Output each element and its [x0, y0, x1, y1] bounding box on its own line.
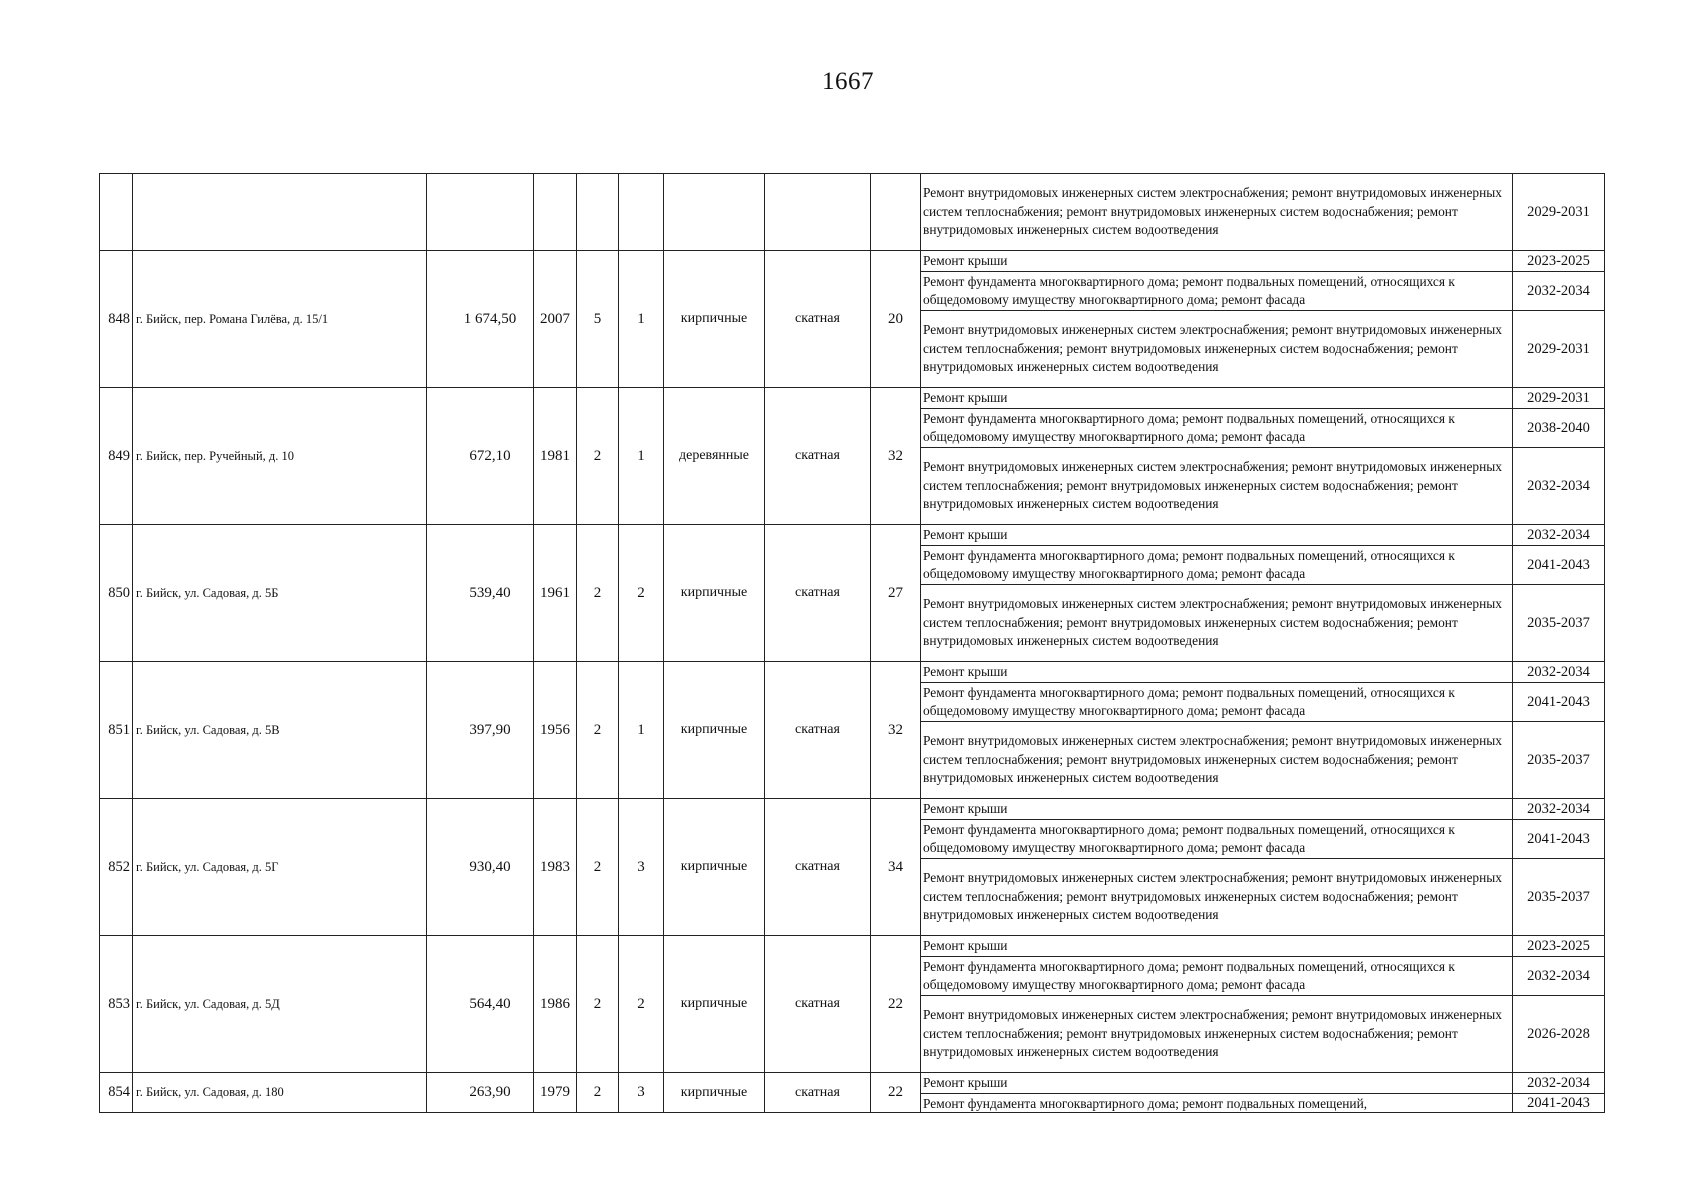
- floors: 2: [577, 662, 619, 799]
- work-period: 2029-2031: [1513, 174, 1605, 251]
- work-text: Ремонт фундамента многоквартирного дома; ремонт подвальных помещений,: [923, 1095, 1368, 1111]
- wall-material: кирпичные: [664, 251, 765, 388]
- entrances: 2: [619, 936, 664, 1073]
- work-description: [921, 722, 1513, 799]
- work-description: [921, 662, 1513, 683]
- work-period: 2032-2034: [1513, 799, 1605, 820]
- work-period: 2026-2028: [1513, 996, 1605, 1073]
- work-description: [921, 251, 1513, 272]
- table-body: [100, 174, 1605, 1113]
- work-description: [921, 311, 1513, 388]
- table-row: [100, 525, 1605, 546]
- page-number: 1667: [822, 68, 874, 95]
- table-row: [100, 251, 1605, 272]
- work-text: Ремонт фундамента многоквартирного дома; ремонт подвальных помещений, относящихся к общедомовому имуществу многоквартирного дома; ремонт фасада: [923, 547, 1455, 581]
- work-text: Ремонт крыши: [923, 800, 1008, 816]
- total-area: 397,90: [427, 662, 534, 799]
- floors: 2: [577, 799, 619, 936]
- empty-cell: [100, 174, 133, 251]
- work-description: [921, 174, 1513, 251]
- work-text: Ремонт крыши: [923, 1074, 1008, 1090]
- total-area: 1 674,50: [427, 251, 534, 388]
- build-year: 1983: [534, 799, 577, 936]
- floors: 5: [577, 251, 619, 388]
- roof-type: скатная: [765, 936, 871, 1073]
- table-row: [100, 799, 1605, 820]
- service-life: 20: [871, 251, 921, 388]
- work-period: 2032-2034: [1513, 957, 1605, 996]
- address: г. Бийск, ул. Садовая, д. 5Д: [133, 936, 427, 1073]
- row-number: 854: [100, 1073, 133, 1113]
- work-description: [921, 448, 1513, 525]
- address: г. Бийск, пер. Романа Гилёва, д. 15/1: [133, 251, 427, 388]
- row-number: 851: [100, 662, 133, 799]
- service-life: 32: [871, 662, 921, 799]
- roof-type: скатная: [765, 799, 871, 936]
- work-text: Ремонт крыши: [923, 937, 1008, 953]
- empty-cell: [871, 174, 921, 251]
- work-text: Ремонт фундамента многоквартирного дома; ремонт подвальных помещений, относящихся к общедомовому имуществу многоквартирного дома; ремонт фасада: [923, 684, 1455, 718]
- work-description: [921, 585, 1513, 662]
- work-text: Ремонт фундамента многоквартирного дома; ремонт подвальных помещений, относящихся к общедомовому имуществу многоквартирного дома; ремонт фасада: [923, 410, 1455, 444]
- empty-cell: [619, 174, 664, 251]
- work-description: [921, 820, 1513, 859]
- row-number: 853: [100, 936, 133, 1073]
- roof-type: скатная: [765, 1073, 871, 1113]
- work-description: [921, 799, 1513, 820]
- entrances: 1: [619, 662, 664, 799]
- table-row: [100, 1073, 1605, 1094]
- wall-material: кирпичные: [664, 936, 765, 1073]
- entrances: 1: [619, 251, 664, 388]
- floors: 2: [577, 1073, 619, 1113]
- roof-type: скатная: [765, 388, 871, 525]
- work-description: [921, 1073, 1513, 1094]
- row-number: 850: [100, 525, 133, 662]
- work-description: [921, 409, 1513, 448]
- entrances: 3: [619, 1073, 664, 1113]
- wall-material: кирпичные: [664, 1073, 765, 1113]
- roof-type: скатная: [765, 525, 871, 662]
- row-number: 849: [100, 388, 133, 525]
- work-period: 2035-2037: [1513, 859, 1605, 936]
- roof-type: скатная: [765, 251, 871, 388]
- floors: 2: [577, 525, 619, 662]
- work-text: Ремонт фундамента многоквартирного дома; ремонт подвальных помещений, относящихся к общедомовому имуществу многоквартирного дома; ремонт фасада: [923, 821, 1455, 855]
- work-description: [921, 546, 1513, 585]
- work-text: Ремонт внутридомовых инженерных систем электроснабжения; ремонт внутридомовых инженерных систем теплоснабжения; ремонт внутридомовых инженерных систем водоснабжения; ремонт внутридомовых инженерных систем водоотведения: [923, 596, 1502, 649]
- work-period: 2023-2025: [1513, 251, 1605, 272]
- entrances: 1: [619, 388, 664, 525]
- address: г. Бийск, ул. Садовая, д. 5Б: [133, 525, 427, 662]
- work-period: 2041-2043: [1513, 1094, 1605, 1113]
- service-life: 22: [871, 1073, 921, 1113]
- service-life: 34: [871, 799, 921, 936]
- table-row: [100, 936, 1605, 957]
- work-text: Ремонт фундамента многоквартирного дома; ремонт подвальных помещений, относящихся к общедомовому имуществу многоквартирного дома; ремонт фасада: [923, 273, 1455, 307]
- entrances: 2: [619, 525, 664, 662]
- build-year: 1961: [534, 525, 577, 662]
- work-text: Ремонт крыши: [923, 663, 1008, 679]
- build-year: 1981: [534, 388, 577, 525]
- build-year: 1986: [534, 936, 577, 1073]
- row-number: 848: [100, 251, 133, 388]
- roof-type: скатная: [765, 662, 871, 799]
- work-text: Ремонт крыши: [923, 252, 1008, 268]
- wall-material: кирпичные: [664, 799, 765, 936]
- service-life: 22: [871, 936, 921, 1073]
- work-text: Ремонт внутридомовых инженерных систем электроснабжения; ремонт внутридомовых инженерных систем теплоснабжения; ремонт внутридомовых инженерных систем водоснабжения; ремонт внутридомовых инженерных систем водоотведения: [923, 459, 1502, 512]
- empty-cell: [427, 174, 534, 251]
- work-period: 2041-2043: [1513, 683, 1605, 722]
- capital-repair-table: [99, 173, 1605, 1113]
- work-text: Ремонт внутридомовых инженерных систем электроснабжения; ремонт внутридомовых инженерных систем теплоснабжения; ремонт внутридомовых инженерных систем водоснабжения; ремонт внутридомовых инженерных систем водоотведения: [923, 185, 1502, 238]
- row-number: 852: [100, 799, 133, 936]
- empty-cell: [664, 174, 765, 251]
- work-text: Ремонт внутридомовых инженерных систем электроснабжения; ремонт внутридомовых инженерных систем теплоснабжения; ремонт внутридомовых инженерных систем водоснабжения; ремонт внутридомовых инженерных систем водоотведения: [923, 322, 1502, 375]
- work-description: [921, 525, 1513, 546]
- floors: 2: [577, 936, 619, 1073]
- address: г. Бийск, ул. Садовая, д. 5В: [133, 662, 427, 799]
- table-row: [100, 388, 1605, 409]
- work-description: [921, 936, 1513, 957]
- work-description: [921, 996, 1513, 1073]
- total-area: 263,90: [427, 1073, 534, 1113]
- work-period: 2023-2025: [1513, 936, 1605, 957]
- build-year: 1979: [534, 1073, 577, 1113]
- work-period: 2029-2031: [1513, 311, 1605, 388]
- work-period: 2029-2031: [1513, 388, 1605, 409]
- wall-material: кирпичные: [664, 662, 765, 799]
- empty-cell: [765, 174, 871, 251]
- work-description: [921, 1094, 1513, 1113]
- work-text: Ремонт внутридомовых инженерных систем электроснабжения; ремонт внутридомовых инженерных систем теплоснабжения; ремонт внутридомовых инженерных систем водоснабжения; ремонт внутридомовых инженерных систем водоотведения: [923, 733, 1502, 786]
- work-period: 2035-2037: [1513, 585, 1605, 662]
- work-period: 2038-2040: [1513, 409, 1605, 448]
- work-description: [921, 272, 1513, 311]
- total-area: 672,10: [427, 388, 534, 525]
- work-period: 2032-2034: [1513, 1073, 1605, 1094]
- wall-material: деревянные: [664, 388, 765, 525]
- work-period: 2035-2037: [1513, 722, 1605, 799]
- total-area: 564,40: [427, 936, 534, 1073]
- work-text: Ремонт крыши: [923, 389, 1008, 405]
- table-row: [100, 662, 1605, 683]
- service-life: 32: [871, 388, 921, 525]
- floors: 2: [577, 388, 619, 525]
- work-description: [921, 859, 1513, 936]
- service-life: 27: [871, 525, 921, 662]
- work-period: 2032-2034: [1513, 272, 1605, 311]
- address: г. Бийск, ул. Садовая, д. 180: [133, 1073, 427, 1113]
- work-period: 2032-2034: [1513, 525, 1605, 546]
- work-text: Ремонт внутридомовых инженерных систем электроснабжения; ремонт внутридомовых инженерных систем теплоснабжения; ремонт внутридомовых инженерных систем водоснабжения; ремонт внутридомовых инженерных систем водоотведения: [923, 1007, 1502, 1060]
- empty-cell: [133, 174, 427, 251]
- address: г. Бийск, пер. Ручейный, д. 10: [133, 388, 427, 525]
- work-text: Ремонт фундамента многоквартирного дома; ремонт подвальных помещений, относящихся к общедомовому имуществу многоквартирного дома; ремонт фасада: [923, 958, 1455, 992]
- total-area: 539,40: [427, 525, 534, 662]
- total-area: 930,40: [427, 799, 534, 936]
- work-period: 2041-2043: [1513, 820, 1605, 859]
- build-year: 1956: [534, 662, 577, 799]
- work-period: 2041-2043: [1513, 546, 1605, 585]
- work-text: Ремонт крыши: [923, 526, 1008, 542]
- address: г. Бийск, ул. Садовая, д. 5Г: [133, 799, 427, 936]
- empty-cell: [577, 174, 619, 251]
- work-period: 2032-2034: [1513, 662, 1605, 683]
- work-description: [921, 957, 1513, 996]
- build-year: 2007: [534, 251, 577, 388]
- table-row-continuation: [100, 174, 1605, 251]
- entrances: 3: [619, 799, 664, 936]
- work-description: [921, 683, 1513, 722]
- work-description: [921, 388, 1513, 409]
- empty-cell: [534, 174, 577, 251]
- work-text: Ремонт внутридомовых инженерных систем электроснабжения; ремонт внутридомовых инженерных систем теплоснабжения; ремонт внутридомовых инженерных систем водоснабжения; ремонт внутридомовых инженерных систем водоотведения: [923, 870, 1502, 923]
- wall-material: кирпичные: [664, 525, 765, 662]
- work-period: 2032-2034: [1513, 448, 1605, 525]
